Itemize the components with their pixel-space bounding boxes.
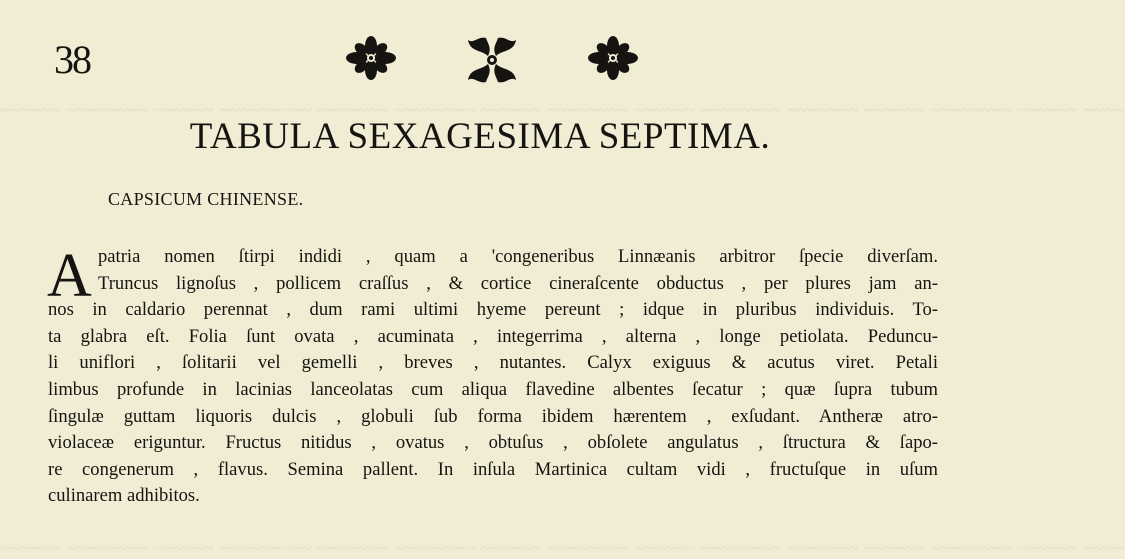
text-line-content: ta glabra eſt. Folia ſunt ovata , acuminata , integerrima , alterna , longe petiolata. Peduncu- [48, 325, 938, 347]
rosette-ornament [587, 36, 639, 80]
cross-fleuron-ornament [463, 34, 521, 86]
text-line [48, 430, 938, 457]
text-line [48, 244, 938, 271]
body-text [48, 244, 938, 510]
text-line-content: li uniflori , ſolitarii vel gemelli , breves , nutantes. Calyx exiguus & acutus viret. Petali [48, 352, 938, 374]
text-line-content: violaceæ eriguntur. Fructus nitidus , ovatus , obtuſus , obſolete angulatus , ſtructura & ſapo- [48, 432, 938, 454]
bleed-through-texture: ~~~~~~ ~~~~~~~~ ~~~~~~ ~~~~~~~~~ ~~~~~~~ ~~~~~~~~ ~~~~~~ ~~~~~~~~ ~~~~~~ ~~~~~~~~ ~~~~~~~ ~~~~~~ ~~~~~~~~ ~~~~~~ ~~~~ [0, 538, 1125, 558]
drop-cap: A [47, 242, 92, 310]
text-line-content: Truncus lignoſus , pollicem craſſus , & cortice cineraſcente obductus , per plures jam an- [98, 272, 938, 294]
text-line [48, 271, 938, 298]
text-line [48, 377, 938, 404]
text-line-content: nos in caldario perennat , dum rami ultimi hyeme pereunt ; idque in pluribus individuis. To- [48, 299, 938, 321]
text-line [48, 324, 938, 351]
text-line-content: patria nomen ſtirpi indidi , quam a 'congeneribus Linnæanis arbitror ſpecie diverſam. [98, 246, 938, 267]
text-line-content: culinarem adhibitos. [48, 485, 200, 507]
rosette-ornament [345, 36, 397, 80]
page-number: 38 [54, 37, 90, 82]
text-line-content: ſingulæ guttam liquoris dulcis , globuli ſub forma ibidem hærentem , exſudant. Antheræ atro- [48, 405, 938, 427]
text-line [48, 483, 938, 510]
text-line [48, 404, 938, 431]
bleed-through-texture: ~~~~~~ ~~~~~~~~ ~~~~~~ ~~~~~~~~~ ~~~~~~~ ~~~~~~~~ ~~~~~~ ~~~~~~~~ ~~~~~~ ~~~~~~~~ ~~~~~~~ ~~~~~~ ~~~~~~~~ ~~~~~~ ~~~~ [0, 100, 1125, 120]
species-heading: CAPSICUM CHINENSE. [108, 189, 304, 209]
text-line [48, 457, 938, 484]
text-line-content: limbus profunde in lacinias lanceolatas cum aliqua flavedine albentes ſecatur ; quæ ſupra tubum [48, 378, 938, 400]
text-line [48, 297, 938, 324]
text-line-content: re congenerum , flavus. Semina pallent. In inſula Martinica cultam vidi , fructuſque in uſum [48, 458, 938, 480]
page-title: TABULA SEXAGESIMA SEPTIMA. [189, 116, 771, 157]
text-line [48, 350, 938, 377]
